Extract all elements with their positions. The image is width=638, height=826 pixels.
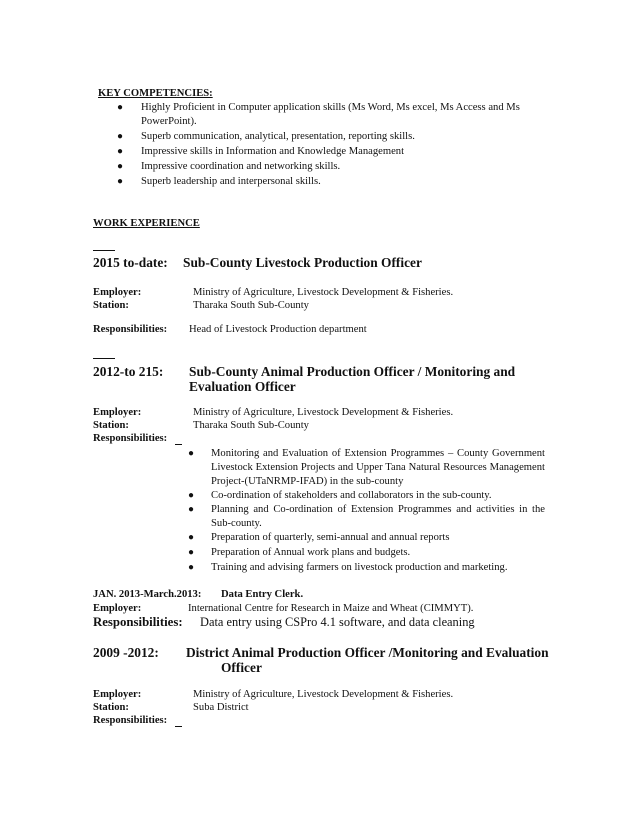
- responsibility-item: Monitoring and Evaluation of Extension Programmes – County Government Livestock Extension Projects and Upper Tana Natural Resources Management Project-(UTaNRMP-IFAD) in the sub-county: [211, 448, 545, 487]
- bullet-icon: ●: [117, 176, 124, 187]
- station-value: Tharaka South Sub-County: [193, 420, 309, 431]
- employer-value: Ministry of Agriculture, Livestock Development & Fisheries.: [193, 287, 454, 298]
- bullet-icon: ●: [117, 131, 124, 142]
- employer-label: Employer:: [93, 689, 142, 700]
- station-value: Tharaka South Sub-County: [193, 300, 309, 311]
- competency-item: Superb communication, analytical, presentation, reporting skills.: [141, 131, 415, 142]
- station-label: Station:: [93, 420, 129, 431]
- responsibilities-label: Responsibilities:: [93, 715, 168, 726]
- employer-value: Ministry of Agriculture, Livestock Development & Fisheries.: [193, 407, 454, 418]
- job-title: Data Entry Clerk.: [221, 589, 304, 600]
- responsibilities-value: Data entry using CSPro 4.1 software, and data cleaning: [200, 615, 475, 629]
- underscore-mark: [175, 444, 182, 445]
- employer-value: International Centre for Research in Maize and Wheat (CIMMYT).: [188, 603, 474, 614]
- job-title: Sub-County Livestock Production Officer: [183, 255, 422, 270]
- competency-item: Impressive skills in Information and Knowledge Management: [141, 146, 405, 157]
- responsibility-item: Planning and Co-ordination of Extension Programmes and activities in the Sub-county.: [211, 504, 545, 529]
- responsibilities-value: Head of Livestock Production department: [189, 324, 367, 335]
- employer-label: Employer:: [93, 603, 142, 614]
- job-title-continued: Evaluation Officer: [189, 379, 296, 394]
- bullet-icon: ●: [117, 161, 124, 172]
- station-value: Suba District: [193, 702, 249, 713]
- responsibilities-label: Responsibilities:: [93, 433, 168, 444]
- job-period: 2012-to 215:: [93, 364, 164, 379]
- responsibilities-label: Responsibilities:: [93, 324, 168, 335]
- competency-item: Highly Proficient in Computer application skills (Ms Word, Ms excel, Ms Access and Ms PowerPoint).: [141, 102, 520, 127]
- divider: [93, 250, 115, 251]
- responsibility-item: Training and advising farmers on livestock production and marketing.: [211, 562, 508, 573]
- work-experience-heading: WORK EXPERIENCE: [93, 218, 200, 229]
- job-period: 2009 -2012:: [93, 645, 159, 660]
- bullet-icon: ●: [188, 547, 195, 558]
- bullet-icon: ●: [117, 102, 124, 113]
- station-label: Station:: [93, 702, 129, 713]
- underscore-mark: [175, 726, 182, 727]
- bullet-icon: ●: [188, 504, 195, 515]
- job-title: Sub-County Animal Production Officer / Monitoring and: [189, 364, 516, 379]
- station-label: Station:: [93, 300, 129, 311]
- job-title-continued: Officer: [221, 660, 262, 675]
- bullet-icon: ●: [188, 562, 195, 573]
- employer-label: Employer:: [93, 287, 142, 298]
- competency-item: Superb leadership and interpersonal skills.: [141, 176, 321, 187]
- employer-label: Employer:: [93, 407, 142, 418]
- job-period: 2015 to-date:: [93, 255, 168, 270]
- job-period: JAN. 2013-March.2013:: [93, 589, 202, 600]
- employer-value: Ministry of Agriculture, Livestock Development & Fisheries.: [193, 689, 454, 700]
- bullet-icon: ●: [188, 532, 195, 543]
- competency-item: Impressive coordination and networking skills.: [141, 161, 341, 172]
- competencies-heading: KEY COMPETENCIES:: [98, 88, 213, 99]
- bullet-icon: ●: [188, 448, 195, 459]
- responsibility-item: Co-ordination of stakeholders and collaborators in the sub-county.: [211, 490, 492, 501]
- responsibilities-label: Responsibilities:: [93, 615, 183, 629]
- bullet-icon: ●: [188, 490, 195, 501]
- bullet-icon: ●: [117, 146, 124, 157]
- divider: [93, 358, 115, 359]
- responsibility-item: Preparation of Annual work plans and budgets.: [211, 547, 411, 558]
- job-title: District Animal Production Officer /Monitoring and Evaluation: [186, 645, 549, 660]
- responsibility-item: Preparation of quarterly, semi-annual and annual reports: [211, 532, 450, 543]
